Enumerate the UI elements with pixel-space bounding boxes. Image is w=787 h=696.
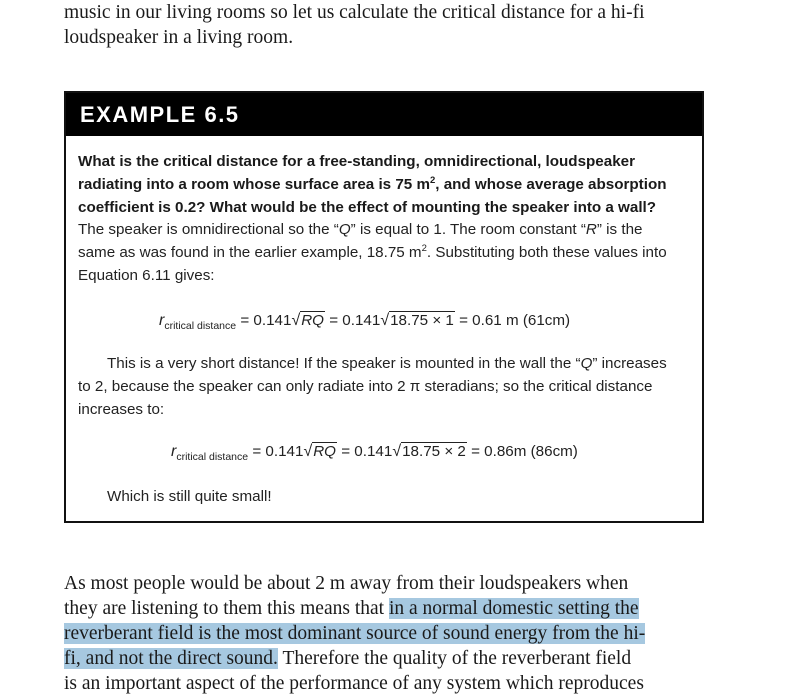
text-span: same as was found in the earlier example, 18.75 m — [78, 243, 422, 261]
text-line — [64, 646, 724, 671]
text-line — [64, 621, 724, 646]
example-box — [64, 91, 704, 523]
equation-2 — [171, 443, 578, 463]
text-span: they are listening to them this means that — [64, 598, 389, 619]
area-value: 75 m — [395, 175, 430, 193]
sqrt-expression: √18.75 × 2 — [392, 443, 466, 460]
equation-subscript: critical distance — [176, 451, 249, 463]
highlighted-text[interactable]: fi, and not the direct sound. — [64, 648, 278, 669]
r-symbol: R — [585, 221, 597, 238]
radicand: 18.75 × 2 — [402, 443, 466, 460]
radicand: RQ — [313, 443, 336, 460]
answer-line-2 — [78, 242, 698, 265]
example-heading: EXAMPLE 6.5 — [66, 93, 702, 136]
explanation-paragraph — [78, 353, 698, 421]
text-span: This is a very short distance! If the speaker is mounted in the wall the “ — [107, 355, 581, 372]
sqrt-expression: √RQ — [303, 443, 336, 460]
text-span: Therefore the quality of the reverberant field — [277, 648, 632, 669]
question-line-3: coefficient is 0.2? What would be the effect of mounting the speaker into a wall? — [78, 198, 657, 216]
text-span: , and whose average absorption — [435, 175, 667, 193]
highlighted-text[interactable]: in a normal domestic setting the — [388, 598, 639, 619]
text-span: ” is equal to 1. The room constant “ — [350, 221, 586, 238]
q-symbol: Q — [338, 221, 351, 238]
equation-variable: r — [171, 443, 177, 460]
equation-variable: r — [159, 312, 165, 329]
text-line: is an important aspect of the performance of any system which reproduces — [64, 673, 644, 694]
sqrt-expression: √RQ — [291, 312, 324, 329]
equation-part: = 0.141 — [236, 312, 292, 329]
question-line-1: What is the critical distance for a free-standing, omnidirectional, loudspeaker — [78, 153, 635, 170]
body-paragraph — [64, 571, 724, 696]
question-line-2 — [78, 174, 698, 197]
answer-line-1 — [78, 219, 698, 242]
explanation-line-3: increases to: — [78, 400, 165, 418]
equation-1 — [159, 312, 570, 332]
text-line: loudspeaker in a living room. — [64, 27, 294, 48]
text-span: ” increases — [592, 355, 667, 372]
text-span: . Substituting both these values into — [426, 243, 667, 261]
radicand: 18.75 × 1 — [390, 312, 454, 329]
text-span: radiating into a room whose surface area is — [78, 175, 396, 193]
text-line: As most people would be about 2 m away from their loudspeakers when — [64, 573, 629, 594]
equation-part: = 0.141 — [248, 443, 304, 460]
text-span: The speaker is omnidirectional so the “ — [78, 221, 339, 238]
text-line: music in our living rooms so let us calculate the critical distance for a hi-fi — [64, 2, 645, 23]
radicand: RQ — [301, 312, 324, 329]
text-line — [64, 596, 724, 621]
text-span: ” is the — [596, 221, 643, 238]
closing-line: Which is still quite small! — [107, 488, 272, 505]
intro-paragraph — [64, 0, 724, 50]
example-question — [78, 151, 698, 219]
explanation-line-1 — [78, 353, 698, 376]
sqrt-expression: √18.75 × 1 — [380, 312, 454, 329]
answer-line-3: Equation 6.11 gives: — [78, 266, 215, 284]
q-symbol: Q — [580, 355, 593, 372]
highlighted-text[interactable]: reverberant field is the most dominant source of sound energy from the hi- — [64, 623, 646, 644]
equation-subscript: critical distance — [164, 320, 237, 332]
equation-part: = 0.141 — [325, 312, 381, 329]
equation-result: = 0.86m (86cm) — [466, 443, 578, 460]
equation-result: = 0.61 m (61cm) — [454, 312, 571, 329]
superscript: 2 — [421, 242, 427, 254]
explanation-line-2: to 2, because the speaker can only radiate into 2 π steradians; so the critical distance — [78, 377, 653, 395]
equation-part: = 0.141 — [337, 443, 393, 460]
answer-paragraph — [78, 219, 698, 287]
superscript: 2 — [429, 174, 436, 186]
